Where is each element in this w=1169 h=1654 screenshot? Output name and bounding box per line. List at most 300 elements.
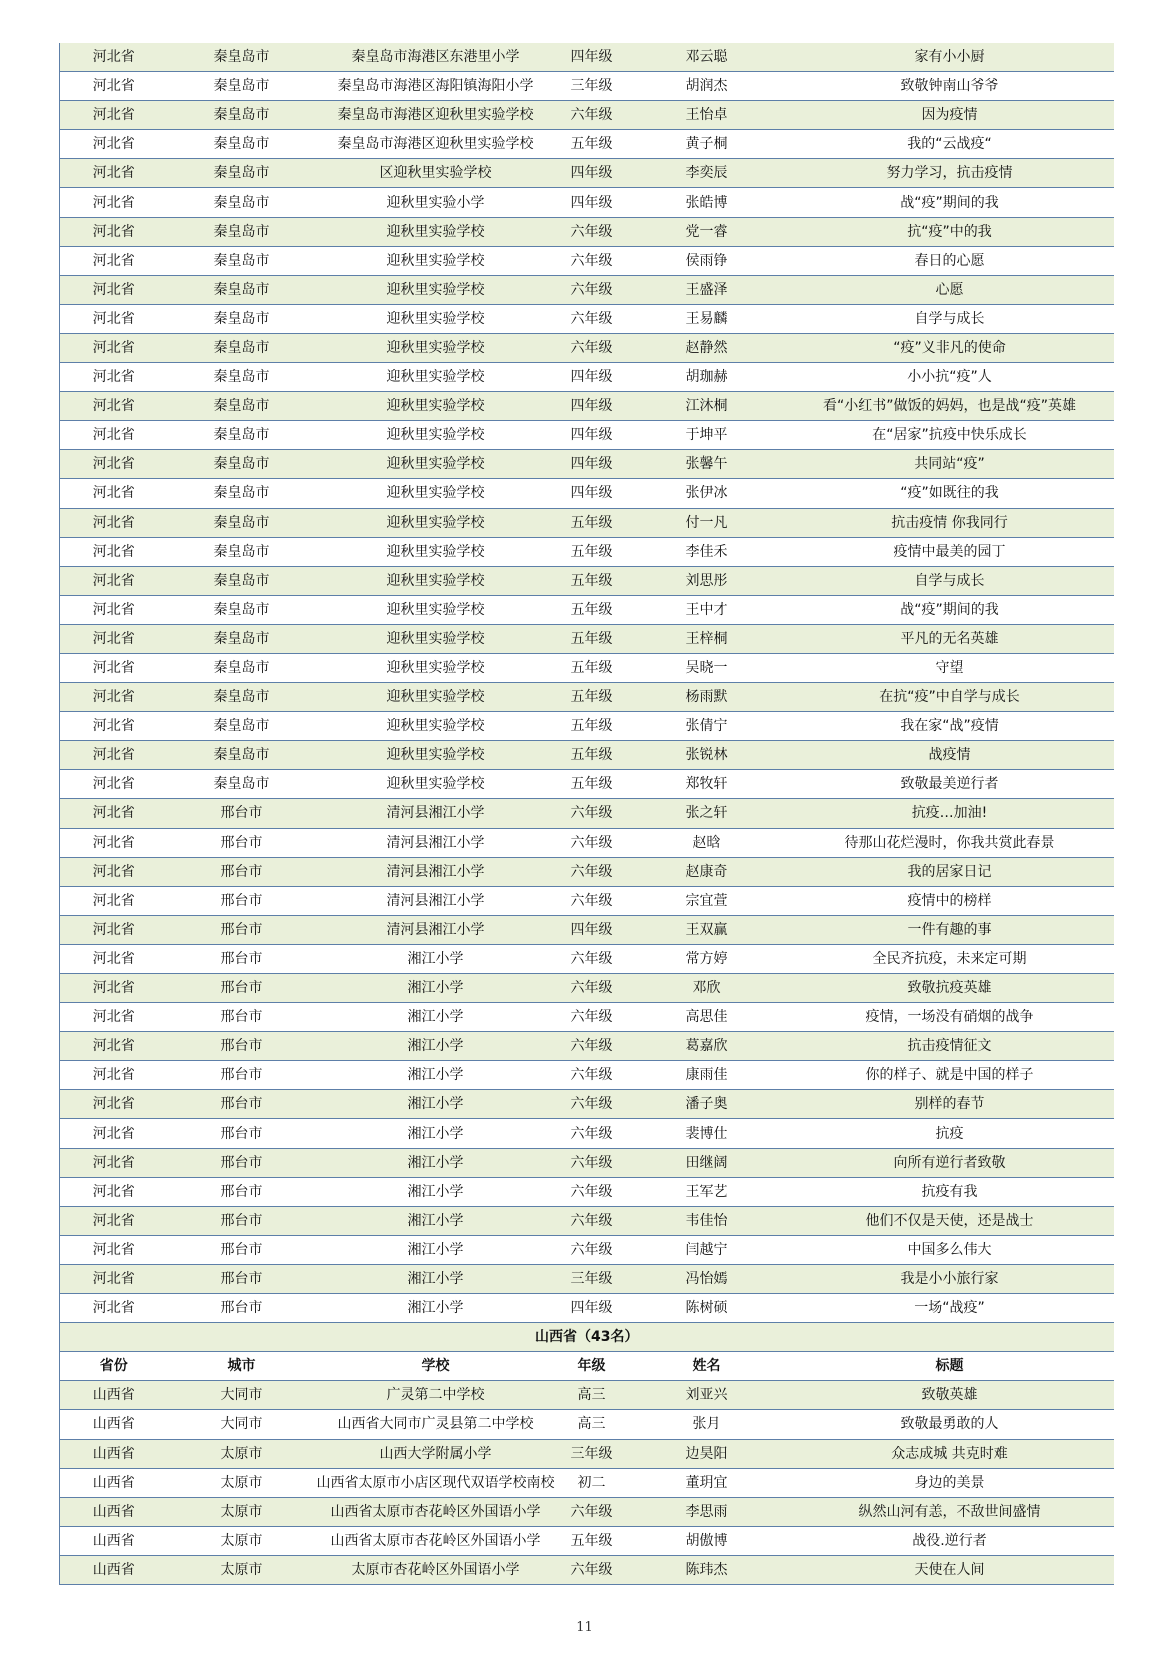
table-cell: 秦皇岛市 (168, 421, 316, 450)
table-cell: 一件有趣的事 (786, 915, 1114, 944)
table-cell: 秦皇岛市 (168, 188, 316, 217)
table-cell: 河北省 (60, 741, 168, 770)
table-cell: 河北省 (60, 479, 168, 508)
table-cell: 抗“疫”中的我 (786, 217, 1114, 246)
table-row (60, 712, 1114, 741)
table-cell: 韦佳怡 (628, 1206, 786, 1235)
table-cell: 河北省 (60, 799, 168, 828)
table-cell: 五年级 (556, 566, 628, 595)
table-cell: 五年级 (556, 537, 628, 566)
table-row (60, 944, 1114, 973)
table-cell: 太原市杏花岭区外国语小学 (316, 1555, 556, 1584)
roster-sheet (59, 43, 1113, 1585)
table-cell: 邢台市 (168, 1264, 316, 1293)
table-cell: 四年级 (556, 159, 628, 188)
table-cell: 四年级 (556, 421, 628, 450)
table-cell: 湘江小学 (316, 1206, 556, 1235)
table-cell: 六年级 (556, 1090, 628, 1119)
table-cell: 河北省 (60, 43, 168, 72)
table-cell: 潘子奥 (628, 1090, 786, 1119)
table-row (60, 741, 1114, 770)
table-cell: 秦皇岛市海港区迎秋里实验学校 (316, 130, 556, 159)
table-cell: 身边的美景 (786, 1468, 1114, 1497)
table-cell: 宗宜萱 (628, 886, 786, 915)
table-cell: 三年级 (556, 1264, 628, 1293)
table-cell: 六年级 (556, 1061, 628, 1090)
table-cell: 迎秋里实验学校 (316, 246, 556, 275)
table-cell: 大同市 (168, 1410, 316, 1439)
table-cell: 邢台市 (168, 915, 316, 944)
table-cell: 河北省 (60, 333, 168, 362)
table-cell: 河北省 (60, 886, 168, 915)
table-cell: 邢台市 (168, 1294, 316, 1323)
table-cell: 河北省 (60, 217, 168, 246)
table-cell: 迎秋里实验学校 (316, 304, 556, 333)
table-cell: 你的样子、就是中国的样子 (786, 1061, 1114, 1090)
table-cell: 秦皇岛市 (168, 770, 316, 799)
table-cell: 郑牧轩 (628, 770, 786, 799)
table-row (60, 159, 1114, 188)
table-cell: 共同站“疫” (786, 450, 1114, 479)
table-cell: 迎秋里实验学校 (316, 537, 556, 566)
table-cell: 赵康奇 (628, 857, 786, 886)
table-cell: 守望 (786, 653, 1114, 682)
table-cell: 迎秋里实验学校 (316, 479, 556, 508)
table-cell: 天使在人间 (786, 1555, 1114, 1584)
table-cell: 纵然山河有恙，不敌世间盛情 (786, 1497, 1114, 1526)
table-cell: 四年级 (556, 1294, 628, 1323)
table-cell: 邢台市 (168, 1003, 316, 1032)
table-row (60, 1235, 1114, 1264)
table-cell: 山西省 (60, 1439, 168, 1468)
table-cell: 张馨午 (628, 450, 786, 479)
table-cell: 胡珈赫 (628, 363, 786, 392)
table-row (60, 392, 1114, 421)
table-cell: 刘亚兴 (628, 1381, 786, 1410)
table-row (60, 479, 1114, 508)
table-cell: 秦皇岛市 (168, 333, 316, 362)
table-row (60, 1206, 1114, 1235)
table-cell: 河北省 (60, 712, 168, 741)
table-cell: 河北省 (60, 974, 168, 1003)
table-cell: 河北省 (60, 828, 168, 857)
table-cell: 疫情，一场没有硝烟的战争 (786, 1003, 1114, 1032)
table-cell: 四年级 (556, 43, 628, 72)
table-cell: 区迎秋里实验学校 (316, 159, 556, 188)
table-cell: 王军艺 (628, 1177, 786, 1206)
table-row (60, 915, 1114, 944)
table-cell: 战“疫”期间的我 (786, 188, 1114, 217)
table-cell: 待那山花烂漫时，你我共赏此春景 (786, 828, 1114, 857)
table-cell: 湘江小学 (316, 1294, 556, 1323)
table-cell: 秦皇岛市海港区东港里小学 (316, 43, 556, 72)
table-cell: 河北省 (60, 1235, 168, 1264)
table-cell: 众志成城 共克时难 (786, 1439, 1114, 1468)
table-cell: 迎秋里实验学校 (316, 653, 556, 682)
table-cell: 河北省 (60, 159, 168, 188)
table-cell: 秦皇岛市 (168, 246, 316, 275)
table-cell: 努力学习，抗击疫情 (786, 159, 1114, 188)
table-cell: 致敬最美逆行者 (786, 770, 1114, 799)
table-cell: 五年级 (556, 653, 628, 682)
table-cell: 三年级 (556, 72, 628, 101)
table-cell: 六年级 (556, 304, 628, 333)
table-cell: 山西省 (60, 1468, 168, 1497)
table-cell: 李佳禾 (628, 537, 786, 566)
table-cell: 太原市 (168, 1555, 316, 1584)
table-cell: 湘江小学 (316, 974, 556, 1003)
table-cell: 张伊冰 (628, 479, 786, 508)
table-cell: 河北省 (60, 1090, 168, 1119)
table-row (60, 1177, 1114, 1206)
table-row (60, 974, 1114, 1003)
table-cell: 邢台市 (168, 1032, 316, 1061)
table-cell: 五年级 (556, 130, 628, 159)
table-cell: 五年级 (556, 712, 628, 741)
table-cell: 大同市 (168, 1381, 316, 1410)
table-cell: 六年级 (556, 857, 628, 886)
table-cell: 清河县湘江小学 (316, 915, 556, 944)
table-row (60, 1090, 1114, 1119)
table-cell: 河北省 (60, 653, 168, 682)
table-row (60, 217, 1114, 246)
table-cell: 太原市 (168, 1468, 316, 1497)
table-cell: 清河县湘江小学 (316, 799, 556, 828)
table-cell: 河北省 (60, 683, 168, 712)
table-cell: 河北省 (60, 944, 168, 973)
table-cell: 闫越宁 (628, 1235, 786, 1264)
column-header: 标题 (786, 1352, 1114, 1381)
table-cell: 秦皇岛市 (168, 566, 316, 595)
table-cell: 河北省 (60, 624, 168, 653)
table-cell: 康雨佳 (628, 1061, 786, 1090)
table-cell: 裴博仕 (628, 1119, 786, 1148)
table-cell: 秦皇岛市 (168, 653, 316, 682)
table-cell: 秦皇岛市 (168, 392, 316, 421)
table-cell: 六年级 (556, 1206, 628, 1235)
table-cell: 初二 (556, 1468, 628, 1497)
table-cell: 张皓博 (628, 188, 786, 217)
column-header: 学校 (316, 1352, 556, 1381)
table-cell: 邢台市 (168, 944, 316, 973)
table-cell: 河北省 (60, 1119, 168, 1148)
table-cell: 山西大学附属小学 (316, 1439, 556, 1468)
table-cell: 河北省 (60, 246, 168, 275)
table-cell: 邢台市 (168, 974, 316, 1003)
table-cell: 河北省 (60, 1206, 168, 1235)
table-cell: 迎秋里实验学校 (316, 566, 556, 595)
table-cell: 秦皇岛市 (168, 159, 316, 188)
table-cell: 湘江小学 (316, 1061, 556, 1090)
table-cell: 河北省 (60, 770, 168, 799)
table-cell: 迎秋里实验学校 (316, 217, 556, 246)
table-cell: 六年级 (556, 828, 628, 857)
table-cell: 春日的心愿 (786, 246, 1114, 275)
table-cell: 河北省 (60, 363, 168, 392)
table-cell: 迎秋里实验学校 (316, 595, 556, 624)
table-cell: 迎秋里实验学校 (316, 508, 556, 537)
table-cell: 湘江小学 (316, 1032, 556, 1061)
table-cell: 在“居家”抗疫中快乐成长 (786, 421, 1114, 450)
table-cell: 李思雨 (628, 1497, 786, 1526)
table-cell: 山西省 (60, 1381, 168, 1410)
table-cell: 胡傲博 (628, 1526, 786, 1555)
table-cell: 邓欣 (628, 974, 786, 1003)
table-cell: 我在家“战”疫情 (786, 712, 1114, 741)
table-row (60, 43, 1114, 72)
table-row (60, 799, 1114, 828)
table-cell: 向所有逆行者致敬 (786, 1148, 1114, 1177)
table-cell: 秦皇岛市 (168, 624, 316, 653)
table-row (60, 595, 1114, 624)
table-cell: 迎秋里实验学校 (316, 421, 556, 450)
table-cell: 党一睿 (628, 217, 786, 246)
table-cell: 边昊阳 (628, 1439, 786, 1468)
table-cell: 河北省 (60, 392, 168, 421)
table-cell: 疫情中最美的园丁 (786, 537, 1114, 566)
table-cell: 秦皇岛市 (168, 43, 316, 72)
table-row (60, 421, 1114, 450)
table-cell: 广灵第二中学校 (316, 1381, 556, 1410)
table-cell: “疫”义非凡的使命 (786, 333, 1114, 362)
table-cell: 秦皇岛市 (168, 479, 316, 508)
table-cell: 迎秋里实验学校 (316, 450, 556, 479)
table-cell: 邢台市 (168, 1148, 316, 1177)
table-cell: 山西省太原市杏花岭区外国语小学 (316, 1526, 556, 1555)
table-cell: 河北省 (60, 1264, 168, 1293)
table-row (60, 1526, 1114, 1555)
page-number: 11 (576, 1620, 593, 1635)
table-row (60, 886, 1114, 915)
table-row (60, 188, 1114, 217)
table-cell: 邢台市 (168, 857, 316, 886)
table-cell: 五年级 (556, 683, 628, 712)
table-cell: 清河县湘江小学 (316, 886, 556, 915)
table-cell: 平凡的无名英雄 (786, 624, 1114, 653)
table-cell: 河北省 (60, 1148, 168, 1177)
table-row (60, 1555, 1114, 1584)
table-cell: 六年级 (556, 246, 628, 275)
table-cell: 自学与成长 (786, 304, 1114, 333)
table-cell: 自学与成长 (786, 566, 1114, 595)
table-cell: 湘江小学 (316, 1003, 556, 1032)
table-cell: 秦皇岛市 (168, 363, 316, 392)
table-cell: 秦皇岛市 (168, 101, 316, 130)
table-cell: 我是小小旅行家 (786, 1264, 1114, 1293)
table-cell: 致敬钟南山爷爷 (786, 72, 1114, 101)
table-cell: 六年级 (556, 333, 628, 362)
table-cell: 邢台市 (168, 828, 316, 857)
table-cell: 河北省 (60, 130, 168, 159)
table-cell: 六年级 (556, 1032, 628, 1061)
table-cell: 山西省 (60, 1555, 168, 1584)
table-cell: 邢台市 (168, 799, 316, 828)
section-title: 山西省（43名） (60, 1323, 1114, 1352)
table-cell: 河北省 (60, 857, 168, 886)
table-cell: 张锐林 (628, 741, 786, 770)
table-cell: 战“疫”期间的我 (786, 595, 1114, 624)
table-row (60, 72, 1114, 101)
table-cell: 五年级 (556, 508, 628, 537)
table-cell: 六年级 (556, 886, 628, 915)
roster-table (59, 43, 1114, 1585)
table-cell: 四年级 (556, 188, 628, 217)
table-cell: 邢台市 (168, 886, 316, 915)
table-cell: 河北省 (60, 1003, 168, 1032)
table-cell: 河北省 (60, 421, 168, 450)
table-cell: 五年级 (556, 624, 628, 653)
table-cell: 邢台市 (168, 1206, 316, 1235)
table-cell: 在抗“疫”中自学与成长 (786, 683, 1114, 712)
table-row (60, 1497, 1114, 1526)
table-cell: 四年级 (556, 479, 628, 508)
table-cell: 六年级 (556, 275, 628, 304)
table-cell: 秦皇岛市 (168, 741, 316, 770)
table-cell: 山西省大同市广灵县第二中学校 (316, 1410, 556, 1439)
table-cell: 冯怡嫣 (628, 1264, 786, 1293)
table-cell: 清河县湘江小学 (316, 857, 556, 886)
table-cell: 湘江小学 (316, 1235, 556, 1264)
table-row (60, 304, 1114, 333)
table-cell: 吴晓一 (628, 653, 786, 682)
table-cell: 高三 (556, 1381, 628, 1410)
table-cell: 河北省 (60, 1061, 168, 1090)
table-cell: 秦皇岛市 (168, 72, 316, 101)
table-cell: 董玥宜 (628, 1468, 786, 1497)
table-cell: 王双赢 (628, 915, 786, 944)
table-cell: 疫情中的榜样 (786, 886, 1114, 915)
table-cell: 邢台市 (168, 1119, 316, 1148)
table-cell: 河北省 (60, 188, 168, 217)
table-cell: 迎秋里实验学校 (316, 333, 556, 362)
table-row (60, 624, 1114, 653)
section-title-row (60, 1323, 1114, 1352)
column-header: 城市 (168, 1352, 316, 1381)
table-row (60, 1061, 1114, 1090)
table-row (60, 857, 1114, 886)
table-cell: 四年级 (556, 450, 628, 479)
column-header: 姓名 (628, 1352, 786, 1381)
table-cell: 秦皇岛市 (168, 275, 316, 304)
table-cell: 迎秋里实验学校 (316, 624, 556, 653)
table-row (60, 450, 1114, 479)
table-cell: 河北省 (60, 450, 168, 479)
table-cell: 六年级 (556, 101, 628, 130)
table-cell: 秦皇岛市 (168, 683, 316, 712)
table-cell: 他们不仅是天使，还是战士 (786, 1206, 1114, 1235)
table-cell: 常方婷 (628, 944, 786, 973)
table-cell: 秦皇岛市海港区海阳镇海阳小学 (316, 72, 556, 101)
table-row (60, 1119, 1114, 1148)
table-cell: 高三 (556, 1410, 628, 1439)
table-row (60, 653, 1114, 682)
table-cell: 四年级 (556, 392, 628, 421)
table-cell: 抗击疫情征文 (786, 1032, 1114, 1061)
table-cell: 因为疫情 (786, 101, 1114, 130)
table-cell: 田继阔 (628, 1148, 786, 1177)
table-cell: 六年级 (556, 1119, 628, 1148)
table-row (60, 246, 1114, 275)
table-cell: 山西省太原市小店区现代双语学校南校 (316, 1468, 556, 1497)
table-row (60, 101, 1114, 130)
table-cell: 河北省 (60, 1032, 168, 1061)
table-cell: 小小抗“疫”人 (786, 363, 1114, 392)
table-cell: 河北省 (60, 1294, 168, 1323)
table-cell: 秦皇岛市海港区迎秋里实验学校 (316, 101, 556, 130)
table-cell: 六年级 (556, 1148, 628, 1177)
table-cell: 看“小红书”做饭的妈妈，也是战“疫”英雄 (786, 392, 1114, 421)
table-cell: “疫”如既往的我 (786, 479, 1114, 508)
table-cell: 心愿 (786, 275, 1114, 304)
table-cell: 湘江小学 (316, 944, 556, 973)
table-cell: 王易麟 (628, 304, 786, 333)
table-cell: 中国多么伟大 (786, 1235, 1114, 1264)
table-cell: 河北省 (60, 101, 168, 130)
table-cell: 我的“云战疫“ (786, 130, 1114, 159)
table-header-row (60, 1352, 1114, 1381)
table-cell: 五年级 (556, 595, 628, 624)
table-cell: 胡润杰 (628, 72, 786, 101)
table-cell: 迎秋里实验学校 (316, 392, 556, 421)
table-cell: 赵晗 (628, 828, 786, 857)
table-cell: 张倩宁 (628, 712, 786, 741)
table-cell: 陈玮杰 (628, 1555, 786, 1584)
table-cell: 高思佳 (628, 1003, 786, 1032)
table-cell: 六年级 (556, 974, 628, 1003)
table-cell: 王梓桐 (628, 624, 786, 653)
table-cell: 张之轩 (628, 799, 786, 828)
table-cell: 五年级 (556, 1526, 628, 1555)
table-cell: 王怡卓 (628, 101, 786, 130)
table-cell: 战役.逆行者 (786, 1526, 1114, 1555)
column-header: 年级 (556, 1352, 628, 1381)
table-cell: 山西省 (60, 1497, 168, 1526)
table-cell: 致敬最勇敢的人 (786, 1410, 1114, 1439)
table-cell: 侯雨铮 (628, 246, 786, 275)
table-row (60, 683, 1114, 712)
table-cell: 刘思彤 (628, 566, 786, 595)
table-cell: 江沐桐 (628, 392, 786, 421)
table-cell: 迎秋里实验学校 (316, 770, 556, 799)
table-cell: 迎秋里实验学校 (316, 712, 556, 741)
table-cell: 六年级 (556, 1177, 628, 1206)
table-cell: 河北省 (60, 1177, 168, 1206)
table-cell: 六年级 (556, 217, 628, 246)
table-cell: 湘江小学 (316, 1119, 556, 1148)
table-cell: 秦皇岛市 (168, 537, 316, 566)
table-cell: 六年级 (556, 799, 628, 828)
table-cell: 邢台市 (168, 1235, 316, 1264)
table-cell: 河北省 (60, 275, 168, 304)
table-cell: 邢台市 (168, 1177, 316, 1206)
table-cell: 张月 (628, 1410, 786, 1439)
table-cell: 邓云聪 (628, 43, 786, 72)
table-cell: 六年级 (556, 1235, 628, 1264)
table-cell: 四年级 (556, 915, 628, 944)
column-header: 省份 (60, 1352, 168, 1381)
table-cell: 河北省 (60, 304, 168, 333)
table-cell: 河北省 (60, 566, 168, 595)
table-cell: 陈树硕 (628, 1294, 786, 1323)
table-cell: 秦皇岛市 (168, 595, 316, 624)
table-cell: 秦皇岛市 (168, 304, 316, 333)
table-cell: 六年级 (556, 1497, 628, 1526)
table-row (60, 537, 1114, 566)
table-cell: 邢台市 (168, 1061, 316, 1090)
table-row (60, 275, 1114, 304)
table-cell: 六年级 (556, 1555, 628, 1584)
table-cell: 湘江小学 (316, 1177, 556, 1206)
